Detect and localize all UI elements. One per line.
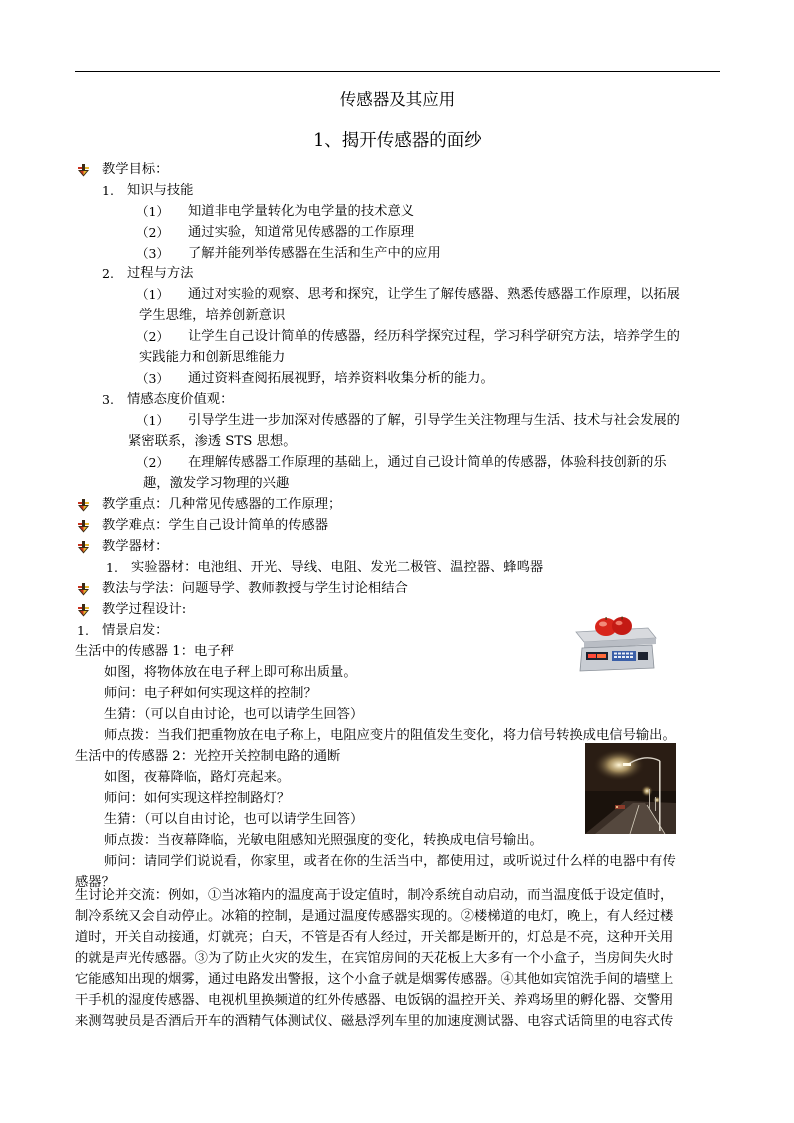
teacher-question: 师问：请同学们说说看，你家里，或者在你的生活当中，都使用过，或听说过什么样的电器中有传 xyxy=(104,854,676,869)
goals-label: 教学目标： xyxy=(102,162,169,177)
teaching-method: 教法与学法：问题导学、教师教授与学生讨论相结合 xyxy=(102,581,408,596)
header-rule xyxy=(75,71,720,72)
list-item: 了解并能列举传感器在生活和生产中的应用 xyxy=(188,246,441,261)
item-number: （1） xyxy=(136,413,169,428)
equipment-list: 实验器材：电池组、开光、导线、电阻、发光二极管、温控器、蜂鸣器 xyxy=(131,560,544,575)
discussion-line: 干手机的湿度传感器、电视机里换频道的红外传感器、电饭锅的温控开关、养鸡场里的孵化器、交警用 xyxy=(75,993,674,1008)
arrow-down-bullet-icon xyxy=(77,499,90,512)
item-number: （2） xyxy=(136,329,169,344)
discussion-line: 制冷系统又会自动停止。冰箱的控制，是通过温度传感器实现的。②楼梯道的电灯，晚上，有人经过楼 xyxy=(75,909,674,924)
arrow-down-bullet-icon xyxy=(77,583,90,596)
list-item: 让学生自己设计简单的传感器，经历科学探究过程，学习科学研究方法，培养学生的 xyxy=(188,329,680,344)
process-label: 教学过程设计: xyxy=(102,602,187,617)
sensor1-line: 如图，将物体放在电子秤上即可称出质量。 xyxy=(104,665,357,680)
list-item: 通过实验，知道常见传感器的工作原理 xyxy=(188,225,415,240)
difficulty: 教学难点：学生自己设计简单的传感器 xyxy=(102,518,329,533)
list-item: 知道非电学量转化为电学量的技术意义 xyxy=(188,204,415,219)
list-number: 1. xyxy=(106,560,118,575)
sensor1-line: 师点拨：当我们把重物放在电子称上，电阻应变片的阻值发生变化，将力信号转换成电信号输出。 xyxy=(104,728,676,743)
equipment-label: 教学器材： xyxy=(102,539,169,554)
goal-heading-knowledge: 知识与技能 xyxy=(127,183,194,198)
intro-label: 情景启发： xyxy=(102,623,169,638)
list-item: 通过对实验的观察、思考和探究，让学生了解传感器、熟悉传感器工作原理，以拓展 xyxy=(188,287,680,302)
list-item-continued: 趣，激发学习物理的兴趣 xyxy=(143,476,290,491)
list-item-continued: 学生思维，培养创新意识 xyxy=(139,308,286,323)
goal-heading-process: 过程与方法 xyxy=(127,266,194,281)
list-item-continued: 实践能力和创新思维能力 xyxy=(139,350,286,365)
arrow-down-bullet-icon xyxy=(77,541,90,554)
item-number: （1） xyxy=(136,204,169,219)
sensor1-line: 生猜：（可以自由讨论，也可以请学生回答） xyxy=(104,707,364,722)
sensor2-line: 师点拨：当夜幕降临，光敏电阻感知光照强度的变化，转换成电信号输出。 xyxy=(104,833,543,848)
discussion-line: 的就是声光传感器。③为了防止火灾的发生，在宾馆房间的天花板上大多有一个小盒子，当房间失火时 xyxy=(75,951,674,966)
street-lights-image xyxy=(585,743,676,834)
sensor1-line: 师问：电子秤如何实现这样的控制？ xyxy=(104,686,317,701)
discussion-line: 道时，开关自动接通，灯就亮；白天，不管是否有人经过，开关都是断开的，灯总是不亮，这种开关用 xyxy=(75,930,674,945)
list-number: 2. xyxy=(102,266,114,281)
item-number: （2） xyxy=(136,455,169,470)
sensor2-line: 生猜：（可以自由讨论，也可以请学生回答） xyxy=(104,812,364,827)
item-number: （3） xyxy=(136,246,169,261)
item-number: （2） xyxy=(136,225,169,240)
section-title: 1、揭开传感器的面纱 xyxy=(313,131,482,151)
sensor1-title: 生活中的传感器 1：电子秤 xyxy=(75,644,234,659)
sensor2-line: 如图，夜幕降临，路灯亮起来。 xyxy=(104,770,291,785)
list-item-continued: 紧密联系，渗透 STS 思想。 xyxy=(128,434,297,449)
list-item: 在理解传感器工作原理的基础上，通过自己设计简单的传感器，体验科技创新的乐 xyxy=(188,455,667,470)
arrow-down-bullet-icon xyxy=(77,164,90,177)
arrow-down-bullet-icon xyxy=(77,604,90,617)
discussion-line: 来测驾驶员是否酒后开车的酒精气体测试仪、磁悬浮列车里的加速度测试器、电容式话筒里的电容式传 xyxy=(75,1014,674,1029)
page-title: 传感器及其应用 xyxy=(339,90,456,109)
item-number: （1） xyxy=(136,287,169,302)
goal-heading-attitude: 情感态度价值观： xyxy=(127,392,234,407)
sensor2-title: 生活中的传感器 2：光控开关控制电路的通断 xyxy=(75,749,341,764)
sensor2-line: 师问：如何实现这样控制路灯？ xyxy=(104,791,291,806)
list-item: 引导学生进一步加深对传感器的了解，引导学生关注物理与生活、技术与社会发展的 xyxy=(188,413,680,428)
discussion-line: 生讨论并交流：例如，①当冰箱内的温度高于设定值时，制冷系统自动启动，而当温度低于设定值时， xyxy=(75,888,674,903)
discussion-paragraph xyxy=(75,885,723,1032)
key-point: 教学重点：几种常见传感器的工作原理； xyxy=(102,497,342,512)
list-number: 3. xyxy=(102,392,114,407)
list-number: 1. xyxy=(77,623,89,638)
list-item: 通过资料查阅拓展视野，培养资料收集分析的能力。 xyxy=(188,371,494,386)
list-number: 1. xyxy=(102,183,114,198)
item-number: （3） xyxy=(136,371,169,386)
arrow-down-bullet-icon xyxy=(77,520,90,533)
electronic-scale-image xyxy=(572,614,658,672)
discussion-line: 它能感知出现的烟雾，通过电路发出警报，这个小盒子就是烟雾传感器。④其他如宾馆洗手间的墙壁上 xyxy=(75,972,674,987)
teacher-question-continued: 感器？ xyxy=(75,875,115,890)
